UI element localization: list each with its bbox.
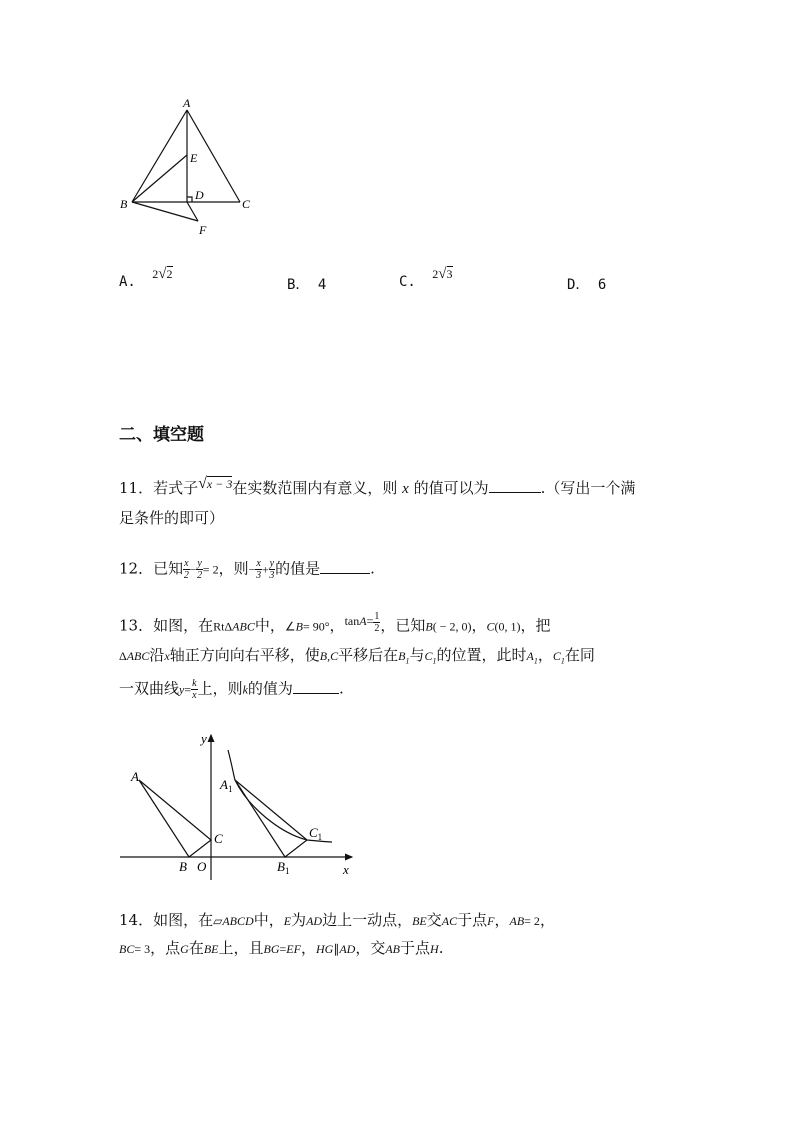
question-12: 12．已知 $\frac{x}{2}$ − $\frac{y}{2}$ = 2，则− $\frac{x}{3}$ + $\frac{y}{3}$ 的值是 .: [119, 558, 375, 581]
answer-blank-11[interactable]: [489, 478, 541, 493]
answer-blank-12[interactable]: [320, 559, 370, 574]
section-title: 二、填空题: [119, 425, 204, 445]
svg-text:C1: $C_1$: [309, 825, 323, 842]
label-D: D: [195, 188, 204, 202]
svg-text:B1: $B_1$: [277, 859, 290, 876]
svg-text:x: x: [343, 862, 349, 877]
question-13-line2: ΔABC沿x轴正方向向右平移，使B,C平移后在$B_1$与$C_1$的位置，此时$A_1$，$C_1$在同: [119, 646, 595, 666]
sqrt-expression: √x − 3: [198, 475, 233, 492]
option-c[interactable]: C. 2√3: [399, 266, 453, 290]
option-c-value: 2√3: [432, 266, 453, 282]
label-F: F: [199, 223, 207, 237]
option-d[interactable]: D． 6: [567, 277, 607, 293]
label-E: E: [190, 151, 198, 165]
svg-text:y: y: [201, 731, 207, 746]
question-14: 14．如图，在▱ABCD中，E为AD边上一动点，BE交AC于点F，AB= 2，: [119, 911, 555, 929]
svg-text:C: C: [214, 831, 223, 846]
svg-text:A1: $A_1$: [220, 777, 233, 794]
svg-text:B: B: [179, 859, 187, 874]
svg-text:A: A: [131, 769, 139, 784]
label-B: B: [120, 197, 128, 211]
svg-text:O: O: [197, 859, 207, 874]
coordinate-figure: [110, 725, 360, 885]
question-13-line3: 一双曲线y= $\frac{k}{x}$ 上，则k的值为 .: [119, 678, 344, 701]
answer-blank-13[interactable]: [293, 679, 339, 694]
question-11: 11．若式子$^{√x - 3}$在实数范围内有意义，则 x 的值可以为 .（写出一个满: [119, 475, 636, 497]
question-13: 13．如图，在RtΔABC中，∠B= 90°，$^{tanA=}$ $\frac{1}{2}$ ，已知B( − 2, 0)，C(0, 1)，把: [119, 611, 551, 635]
option-a[interactable]: A. 2√2: [119, 266, 173, 290]
label-A: A: [183, 96, 191, 110]
option-a-value: 2√2: [152, 266, 173, 282]
triangle-figure: [110, 95, 270, 245]
question-11-line2: 足条件的即可）: [119, 509, 225, 527]
label-C: C: [242, 197, 251, 211]
question-14-line2: BC= 3，点G在BE上，且BG=EF，HG∥AD，交AB于点H.: [119, 939, 444, 957]
option-b[interactable]: B． 4: [287, 277, 327, 293]
